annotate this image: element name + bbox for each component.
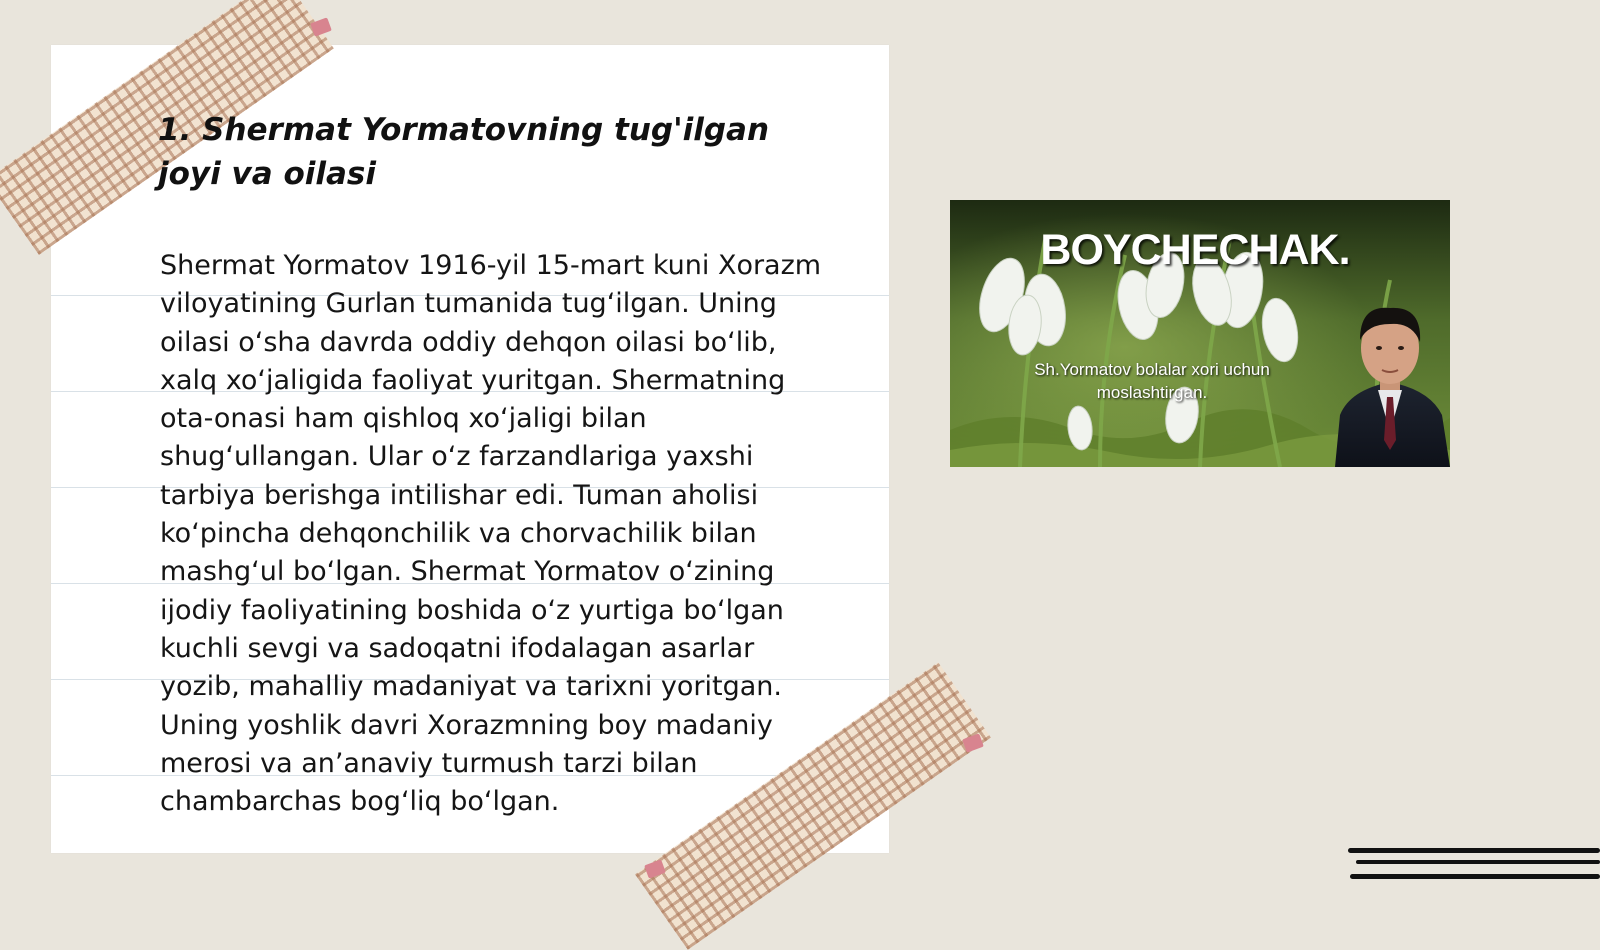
decorative-stroke-lines: [1348, 846, 1600, 892]
deco-line: [1356, 860, 1600, 864]
slide-body-text: Shermat Yormatov 1916-yil 15-mart kuni Xorazm viloyatining Gurlan tumanida tug‘ilgan. Uning oilasi o‘sha davrda oddiy dehqon oilasi bo‘lib, xalq xo‘jaligida faoliyat yuritgan. Shermatning ota-onasi ham qishloq xo‘jaligi bilan shug‘ullangan. Ular o‘z farzandlariga yaxshi tarbiya berishga intilishar edi. Tuman aholisi ko‘pincha dehqonchilik va chorvachilik bilan mashg‘ul bo‘lgan. Shermat Yormatov o‘zining ijodiy faoliyatining boshida o‘z yurtiga bo‘lgan kuchli sevgi va sadoqatni ifodalagan asarlar yozib, mahalliy madaniyat va tarixni yoritgan. Uning yoshlik davri Xorazmning boy madaniy merosi va an’anaviy turmush tarzi bilan chambarchas bog‘liq bo‘lgan.: [160, 250, 822, 818]
slide-title: 1. Shermat Yormatovning tug'ilgan joyi va oilasi: [158, 112, 770, 192]
deco-line: [1348, 848, 1600, 853]
image-caption: Sh.Yormatov bolalar xori uchun moslashtirgan.: [1034, 360, 1270, 402]
image-heading: BOYCHECHAK.: [1040, 226, 1350, 274]
boychechak-photo: [950, 200, 1450, 467]
deco-line: [1350, 874, 1600, 879]
